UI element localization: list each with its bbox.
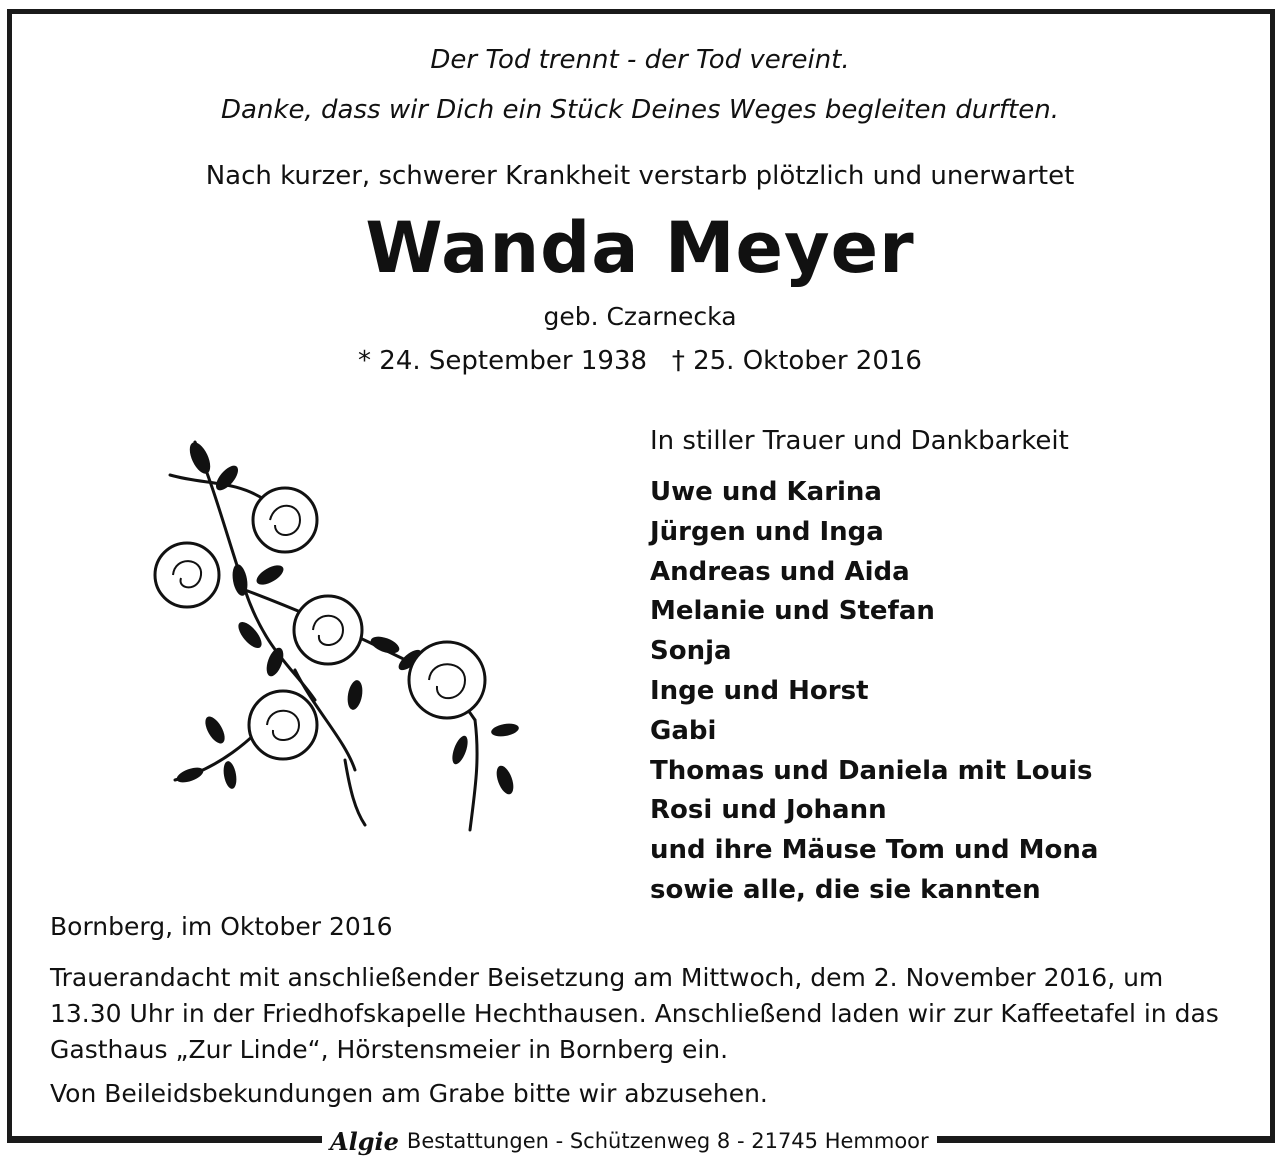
motto-line-2: Danke, dass wir Dich ein Stück Deines Weges begleiten durften. [221, 95, 1059, 125]
place-date: Bornberg, im Oktober 2016 [50, 912, 393, 941]
motto-line-1: Der Tod trennt - der Tod vereint. [430, 45, 850, 75]
birth-name: geb. Czarnecka [543, 302, 737, 331]
mourner-name: Jürgen und Inga [650, 516, 884, 547]
mourner-name: Sonja [650, 636, 732, 667]
mourner-name: sowie alle, die sie kannten [650, 874, 1041, 905]
mourner-name: Thomas und Daniela mit Louis [650, 755, 1093, 786]
mourner-name: Melanie und Stefan [650, 596, 935, 627]
footer [322, 1126, 937, 1156]
mourners-list [650, 474, 1098, 912]
mourner-name: und ihre Mäuse Tom und Mona [650, 835, 1099, 866]
condolence-note: Von Beileidsbekundungen am Grabe bitte wir abzusehen. [50, 1079, 768, 1108]
mourner-name: Gabi [650, 715, 717, 746]
mourner-name: Uwe und Karina [650, 477, 882, 507]
funeral-home-logo: Algie [330, 1126, 399, 1156]
mourners-intro: In stiller Trauer und Dankbarkeit [650, 426, 1069, 456]
roses-illustration [145, 430, 525, 840]
mourner-name: Rosi und Johann [650, 795, 887, 826]
mourner-name: Andreas und Aida [650, 556, 910, 587]
life-dates: * 24. September 1938 † 25. Oktober 2016 [358, 346, 922, 376]
deceased-name: Wanda Meyer [365, 207, 915, 289]
service-details: Trauerandacht mit anschließender Beisetzung am Mittwoch, dem 2. November 2016, um 13.30 Uhr in der Friedhofskapelle Hechthausen. Anschließend laden wir zur Kaffeetafel in das Gasthaus „Zur Linde“, Hörstensmeier in Bornberg ein. [50, 963, 1219, 1064]
funeral-home-address: Bestattungen - Schützenweg 8 - 21745 Hemmoor [406, 1129, 929, 1153]
announcement-text: Nach kurzer, schwerer Krankheit verstarb plötzlich und unerwartet [205, 161, 1075, 191]
mourner-name: Inge und Horst [650, 675, 869, 706]
